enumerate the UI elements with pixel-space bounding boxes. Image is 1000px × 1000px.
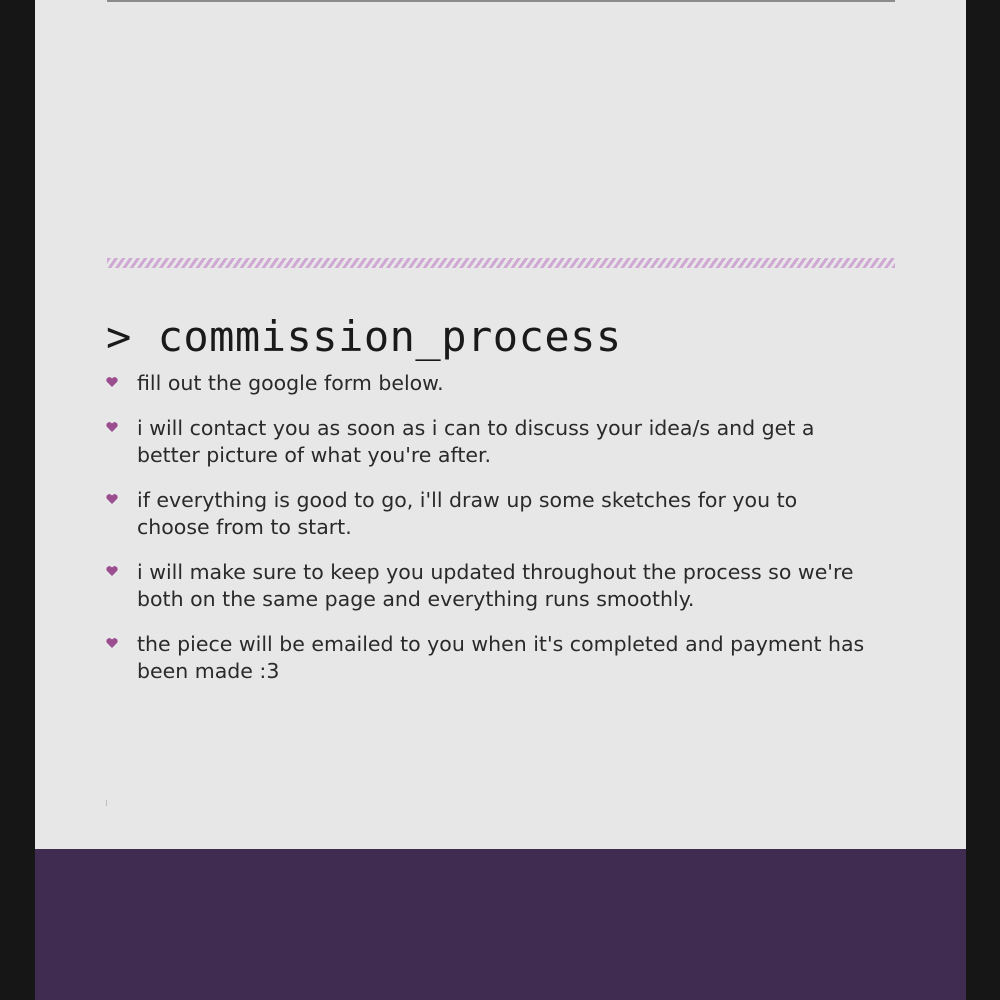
list-item: [105, 559, 875, 614]
list-item: [105, 415, 875, 470]
right-frame-edge: [966, 0, 1000, 1000]
step-text: i will make sure to keep you updated throughout the process so we're both on the same page and everything runs smoothly.: [137, 559, 854, 611]
footer-band: [35, 849, 966, 1000]
heart-icon: [105, 492, 119, 506]
top-rule: [107, 0, 895, 2]
striped-divider: [107, 258, 895, 268]
process-steps-list: [105, 370, 875, 703]
step-text: i will contact you as soon as i can to discuss your idea/s and get a better picture of what you're after.: [137, 415, 815, 467]
heart-icon: [105, 564, 119, 578]
heart-icon: [105, 636, 119, 650]
step-text: the piece will be emailed to you when it's completed and payment has been made :3: [137, 631, 865, 683]
content-page: [35, 0, 966, 849]
list-item: [105, 631, 875, 686]
step-text: fill out the google form below.: [137, 371, 444, 395]
heart-icon: [105, 420, 119, 434]
section-heading: > commission_process: [106, 312, 622, 361]
list-item: [105, 487, 875, 542]
heart-icon: [105, 375, 119, 389]
step-text: if everything is good to go, i'll draw up some sketches for you to choose from to start.: [137, 487, 798, 539]
list-item: [105, 370, 875, 398]
tick-mark: [106, 800, 107, 806]
